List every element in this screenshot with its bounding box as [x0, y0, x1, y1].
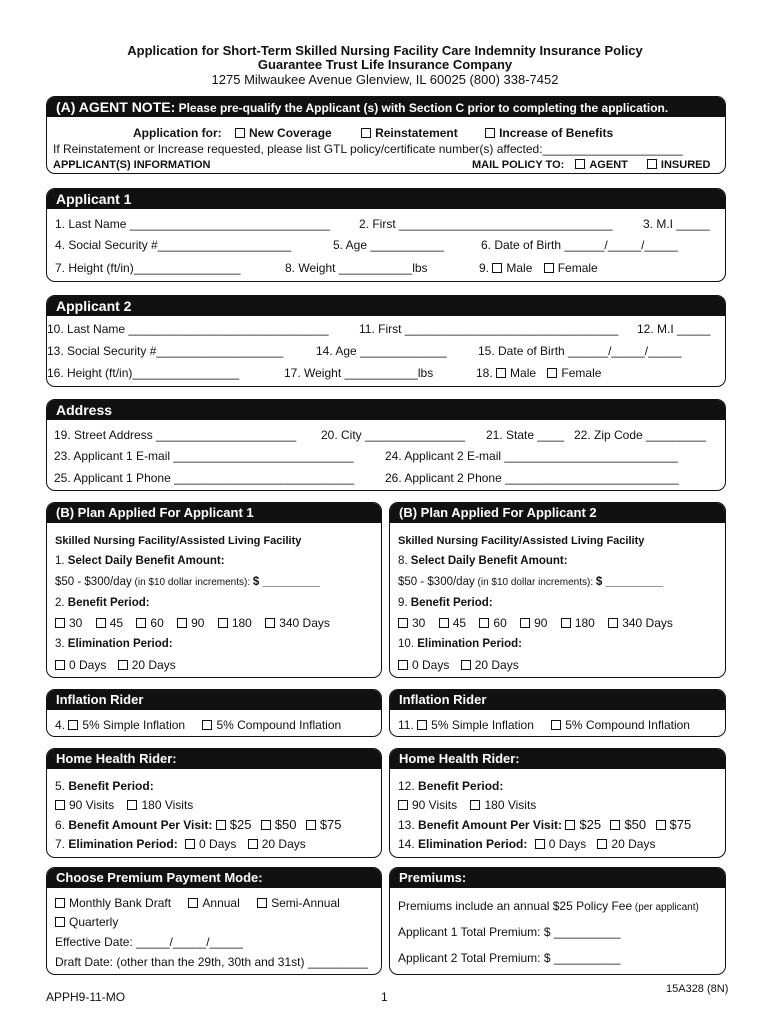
plan2-period-num: 9.	[398, 597, 408, 609]
plan1-elim-0-checkbox[interactable]	[55, 660, 65, 670]
home2-amount-25-label: $25	[579, 817, 602, 832]
plan1-period-90-checkbox[interactable]	[177, 618, 187, 628]
inflation1-header: Inflation Rider	[47, 690, 381, 710]
inflation2-compound-label: 5% Compound Inflation	[565, 718, 690, 732]
applicant1-female-label: Female	[557, 261, 598, 275]
plan1-period-60-label: 60	[150, 616, 164, 630]
home2-amount-75-label: $75	[669, 817, 692, 832]
applicant1-section	[46, 188, 726, 282]
plan1-period-30-checkbox[interactable]	[55, 618, 65, 628]
page-number: 1	[381, 990, 388, 1004]
mail-insured-checkbox[interactable]	[647, 159, 657, 169]
applicant1-first-name[interactable]: 2. First ________________________________	[359, 217, 613, 231]
home2-elim-label: Elimination Period:	[418, 837, 528, 851]
plan2-elim-0[interactable]	[398, 658, 449, 672]
home2-elim-0-checkbox[interactable]	[535, 839, 545, 849]
home2-elim-0[interactable]	[535, 837, 586, 851]
plan2-section	[389, 502, 726, 678]
plan2-elim-options	[398, 658, 519, 672]
form-code: 15A328 (8N)	[666, 983, 729, 995]
plan1-elim-20-label: 20 Days	[131, 658, 176, 672]
plan1-range: $50 - $300/day	[55, 576, 132, 588]
plan1-daily-amount[interactable]	[55, 575, 320, 590]
applicant2-mi[interactable]: 12. M.I _____	[637, 322, 711, 336]
plan2-period-45-label: 45	[452, 616, 467, 630]
home2-period-row	[398, 779, 503, 793]
plan1-daily-label: Select Daily Benefit Amount:	[67, 555, 225, 567]
inflation1-compound-checkbox[interactable]	[202, 720, 212, 730]
increase-option[interactable]	[485, 126, 613, 140]
applicant2-height[interactable]: 16. Height (ft/in)________________	[47, 366, 240, 380]
agent-note-text: Please pre-qualify the Applicant (s) with Section C prior to completing the application.	[175, 101, 669, 115]
applicant1-ssn[interactable]: 4. Social Security #____________________	[55, 238, 292, 252]
applicant2-sex-row	[476, 366, 601, 380]
applicant2-email-field[interactable]: 24. Applicant 2 E-mail __________________________	[385, 449, 678, 463]
plan2-range: $50 - $300/day	[398, 576, 475, 588]
plan1-elim-row	[55, 637, 173, 651]
plan2-dollar: $	[595, 576, 603, 588]
plan2-period-30-checkbox[interactable]	[398, 618, 408, 628]
applicant2-first-name[interactable]: 11. First ________________________________	[359, 322, 619, 336]
plan2-elim-20-label: 20 Days	[474, 658, 519, 672]
home1-amount-25[interactable]	[216, 818, 252, 832]
home1-amount-label: Benefit Amount Per Visit:	[68, 818, 213, 832]
mail-policy-label: MAIL POLICY TO:	[472, 159, 565, 171]
home2-elim-0-label: 0 Days	[548, 837, 587, 851]
annual-option[interactable]	[188, 896, 239, 910]
plan2-period-180-checkbox[interactable]	[561, 618, 571, 628]
address-header: Address	[47, 400, 725, 420]
home2-visits-options	[398, 798, 536, 812]
plan2-daily-row	[398, 554, 568, 568]
home2-elim-20-checkbox[interactable]	[597, 839, 607, 849]
home2-visits-90-checkbox[interactable]	[398, 800, 408, 810]
plan2-period-60[interactable]	[479, 616, 506, 630]
inflation2-compound-checkbox[interactable]	[551, 720, 561, 730]
home1-period-num: 5.	[55, 779, 66, 793]
form-id: APPH9-11-MO	[46, 990, 126, 1004]
plan2-elim-num: 10.	[398, 638, 414, 650]
plan1-period-60[interactable]	[136, 616, 163, 630]
home2-period-label: Benefit Period:	[418, 779, 504, 793]
applicant2-dob[interactable]: 15. Date of Birth ______/_____/_____	[478, 344, 682, 358]
inflation2-options	[398, 718, 690, 732]
applicant1-female-option[interactable]	[544, 261, 598, 275]
inflation2-compound-option[interactable]	[551, 718, 690, 732]
plan2-facility: Skilled Nursing Facility/Assisted Living Facility	[398, 535, 645, 547]
applicant1-age[interactable]: 5. Age ___________	[333, 238, 444, 252]
home1-amount-25-label: $25	[229, 817, 252, 832]
home2-amount-row	[398, 818, 691, 832]
plan1-period-row	[55, 596, 150, 610]
applicant1-male-option[interactable]	[492, 261, 532, 275]
applicant1-sex-num: 9.	[479, 261, 490, 275]
home2-period-num: 12.	[398, 779, 415, 793]
home1-visits-90-label: 90 Visits	[69, 798, 115, 812]
applicant1-male-label: Male	[506, 261, 533, 275]
plan1-period-num: 2.	[55, 597, 65, 609]
home2-amount-25[interactable]	[565, 818, 601, 832]
annual-label: Annual	[202, 896, 240, 910]
home1-amount-50-label: $50	[274, 817, 297, 832]
plan1-daily-num: 1.	[55, 555, 65, 567]
agent-note-label: (A) AGENT NOTE:	[56, 99, 176, 115]
applicant2-female-label: Female	[561, 366, 602, 380]
applicant2-weight[interactable]: 17. Weight ___________lbs	[284, 366, 434, 380]
plan1-period-90-label: 90	[191, 616, 205, 630]
plan1-elim-label: Elimination Period:	[67, 638, 173, 650]
home2-visits-180-label: 180 Visits	[484, 798, 537, 812]
draft-date-field[interactable]: Draft Date: (other than the 29th, 30th and 31st) _________	[55, 955, 368, 969]
home2-amount-50-checkbox[interactable]	[610, 820, 620, 830]
plan2-period-45-checkbox[interactable]	[439, 618, 449, 628]
mail-insured-option[interactable]	[647, 159, 711, 171]
semi-annual-label: Semi-Annual	[271, 896, 340, 910]
plan2-elim-20-checkbox[interactable]	[461, 660, 471, 670]
plan1-period-options	[55, 616, 330, 630]
home1-elim-20-checkbox[interactable]	[248, 839, 258, 849]
home2-amount-75-checkbox[interactable]	[656, 820, 666, 830]
applicant1-total-premium[interactable]: Applicant 1 Total Premium: $ __________	[398, 925, 621, 939]
inflation1-compound-label: 5% Compound Inflation	[216, 718, 342, 732]
home1-elim-0-label: 0 Days	[199, 837, 237, 851]
plan2-elim-0-checkbox[interactable]	[398, 660, 408, 670]
mail-agent-checkbox[interactable]	[575, 159, 585, 169]
plan1-header: (B) Plan Applied For Applicant 1	[47, 503, 381, 523]
home1-elim-20-label: 20 Days	[261, 837, 306, 851]
inflation2-num: 11.	[398, 718, 414, 732]
application-for-label: Application for:	[133, 126, 222, 140]
plan2-header: (B) Plan Applied For Applicant 2	[390, 503, 725, 523]
annual-checkbox[interactable]	[188, 898, 198, 908]
plan1-period-45[interactable]	[96, 616, 123, 630]
plan2-period-340-label: 340 Days	[622, 616, 673, 630]
home2-visits-180-checkbox[interactable]	[470, 800, 480, 810]
plan2-period-340[interactable]	[608, 616, 673, 630]
application-for-row	[133, 126, 613, 140]
plan2-period-90[interactable]	[520, 616, 547, 630]
semi-annual-checkbox[interactable]	[257, 898, 267, 908]
home1-elim-0[interactable]	[185, 837, 236, 851]
plan1-period-180-label: 180	[231, 616, 252, 630]
plan1-increments: (in $10 dollar increments):	[131, 577, 253, 588]
home2-visits-90-label: 90 Visits	[412, 798, 458, 812]
monthly-bank-draft-checkbox[interactable]	[55, 898, 65, 908]
plan1-elim-options	[55, 658, 176, 672]
home1-visits-options	[55, 798, 193, 812]
applicant2-male-checkbox[interactable]	[496, 368, 506, 378]
plan1-facility: Skilled Nursing Facility/Assisted Living Facility	[55, 535, 302, 547]
plan2-daily-amount[interactable]	[398, 575, 663, 590]
inflation1-simple-checkbox[interactable]	[68, 720, 78, 730]
home1-visits-180-label: 180 Visits	[141, 798, 194, 812]
plan1-elim-20-checkbox[interactable]	[118, 660, 128, 670]
inflation2-simple-checkbox[interactable]	[417, 720, 427, 730]
inflation1-simple-option[interactable]	[68, 718, 185, 732]
plan1-elim-0[interactable]	[55, 658, 106, 672]
applicant1-male-checkbox[interactable]	[492, 263, 502, 273]
plan2-daily-num: 8.	[398, 555, 408, 567]
home1-visits-90-checkbox[interactable]	[55, 800, 65, 810]
payment-mode-header: Choose Premium Payment Mode:	[47, 868, 381, 888]
street-address-field[interactable]: 19. Street Address _____________________	[54, 428, 297, 442]
applicant2-ssn[interactable]: 13. Social Security #___________________	[47, 344, 284, 358]
plan2-period-340-checkbox[interactable]	[608, 618, 618, 628]
applicant2-phone-field[interactable]: 26. Applicant 2 Phone __________________________	[385, 471, 679, 485]
plan1-amount-blank[interactable]: _________	[259, 576, 321, 588]
plan1-daily-row	[55, 554, 225, 568]
plan2-period-options	[398, 616, 673, 630]
plan1-period-180-checkbox[interactable]	[218, 618, 228, 628]
applicant2-total-premium[interactable]: Applicant 2 Total Premium: $ __________	[398, 951, 621, 965]
mail-agent-label: AGENT	[589, 159, 628, 171]
home1-elim-num: 7.	[55, 837, 66, 851]
policy-fee-text: Premiums include an annual $25 Policy Fee	[398, 899, 633, 913]
applicant1-height[interactable]: 7. Height (ft/in)________________	[55, 261, 241, 275]
plan1-elim-num: 3.	[55, 638, 65, 650]
applicant1-email-field[interactable]: 23. Applicant 1 E-mail ___________________________	[54, 449, 354, 463]
applicant1-last-name[interactable]: 1. Last Name ______________________________	[55, 217, 330, 231]
home-health2-header: Home Health Rider:	[390, 749, 725, 769]
applicant2-male-label: Male	[510, 366, 537, 380]
plan1-period-60-checkbox[interactable]	[136, 618, 146, 628]
plan2-period-90-checkbox[interactable]	[520, 618, 530, 628]
plan2-period-30-label: 30	[412, 616, 426, 630]
reinstatement-label: Reinstatement	[375, 126, 458, 140]
mail-policy-row	[472, 158, 710, 172]
home1-amount-num: 6.	[55, 818, 66, 832]
premiums-header: Premiums:	[390, 868, 725, 888]
plan1-period-45-checkbox[interactable]	[96, 618, 106, 628]
home-health1-header: Home Health Rider:	[47, 749, 381, 769]
quarterly-checkbox[interactable]	[55, 917, 65, 927]
home1-amount-75-checkbox[interactable]	[306, 820, 316, 830]
reinstatement-note[interactable]: If Reinstatement or Increase requested, please list GTL policy/certificate number(s) affected:_____________________	[53, 142, 683, 156]
home1-elim-20[interactable]	[248, 837, 306, 851]
home1-amount-50[interactable]	[261, 818, 297, 832]
state-field[interactable]: 21. State ____	[486, 428, 565, 442]
plan2-period-row	[398, 596, 493, 610]
home1-visits-180-checkbox[interactable]	[127, 800, 137, 810]
applicant1-female-checkbox[interactable]	[544, 263, 554, 273]
applicant2-last-name[interactable]: 10. Last Name ______________________________	[47, 322, 329, 336]
plan2-elim-20[interactable]	[461, 658, 519, 672]
quarterly-label: Quarterly	[69, 915, 119, 929]
plan1-elim-0-label: 0 Days	[69, 658, 107, 672]
home2-visits-180[interactable]	[470, 798, 536, 812]
applicant2-age[interactable]: 14. Age _____________	[316, 344, 447, 358]
plan2-period-180-label: 180	[574, 616, 595, 630]
new-coverage-label: New Coverage	[249, 126, 332, 140]
new-coverage-option[interactable]	[235, 126, 332, 140]
home2-elim-20[interactable]	[597, 837, 655, 851]
home1-visits-180[interactable]	[127, 798, 193, 812]
plan2-elim-row	[398, 637, 522, 651]
applicant2-female-option[interactable]	[547, 366, 601, 380]
plan2-increments: (in $10 dollar increments):	[474, 577, 596, 588]
reinstatement-option[interactable]	[361, 126, 458, 140]
reinstatement-checkbox[interactable]	[361, 128, 371, 138]
applicant2-male-option[interactable]	[496, 366, 536, 380]
applicant2-sex-num: 18.	[476, 366, 493, 380]
inflation1-simple-label: 5% Simple Inflation	[82, 718, 186, 732]
home2-elim-20-label: 20 Days	[611, 837, 656, 851]
home1-amount-50-checkbox[interactable]	[261, 820, 271, 830]
premiums-section	[389, 867, 726, 975]
applicant1-sex-row	[479, 261, 598, 275]
plan1-period-340-checkbox[interactable]	[265, 618, 275, 628]
plan1-period-30[interactable]	[55, 616, 82, 630]
home1-amount-75-label: $75	[319, 817, 342, 832]
semi-annual-option[interactable]	[257, 896, 340, 910]
home2-amount-label: Benefit Amount Per Visit:	[418, 818, 563, 832]
inflation1-section	[46, 689, 382, 737]
applicant1-header: Applicant 1	[47, 189, 725, 209]
plan1-period-180[interactable]	[218, 616, 252, 630]
payment-mode-section	[46, 867, 382, 975]
plan2-period-45[interactable]	[439, 616, 466, 630]
inflation1-compound-option[interactable]	[202, 718, 341, 732]
monthly-bank-draft-label: Monthly Bank Draft	[69, 896, 172, 910]
city-field[interactable]: 20. City _______________	[321, 428, 466, 442]
plan2-period-30[interactable]	[398, 616, 425, 630]
inflation2-simple-label: 5% Simple Inflation	[431, 718, 534, 732]
inflation2-simple-option[interactable]	[417, 718, 534, 732]
quarterly-option[interactable]	[55, 915, 118, 929]
inflation1-num: 4.	[55, 718, 66, 732]
zip-code-field[interactable]: 22. Zip Code _________	[574, 428, 707, 442]
plan1-period-30-label: 30	[69, 616, 83, 630]
applicant1-phone-field[interactable]: 25. Applicant 1 Phone ___________________________	[54, 471, 355, 485]
plan2-period-label: Benefit Period:	[410, 597, 493, 609]
applicants-info-label: APPLICANT(S) INFORMATION	[53, 159, 211, 171]
policy-fee-note	[398, 899, 699, 915]
home1-period-row	[55, 779, 154, 793]
plan1-section	[46, 502, 382, 678]
applicant2-header: Applicant 2	[47, 296, 725, 316]
plan1-elim-20[interactable]	[118, 658, 176, 672]
home2-elim-num: 14.	[398, 837, 415, 851]
home1-elim-label: Elimination Period:	[68, 837, 178, 851]
plan2-amount-blank[interactable]: _________	[602, 576, 664, 588]
applicant2-female-checkbox[interactable]	[547, 368, 557, 378]
agent-note-header	[47, 97, 725, 117]
inflation2-section	[389, 689, 726, 737]
home1-elim-row	[55, 837, 306, 851]
effective-date-field[interactable]: Effective Date: _____/_____/_____	[55, 935, 243, 949]
home1-amount-75[interactable]	[306, 818, 342, 832]
plan1-period-label: Benefit Period:	[67, 597, 150, 609]
plan1-period-90[interactable]	[177, 616, 204, 630]
home2-amount-75[interactable]	[656, 818, 692, 832]
home1-amount-25-checkbox[interactable]	[216, 820, 226, 830]
monthly-bank-draft-option[interactable]	[55, 896, 171, 910]
home2-amount-50-label: $50	[624, 817, 647, 832]
inflation2-header: Inflation Rider	[390, 690, 725, 710]
per-applicant-text: (per applicant)	[632, 902, 699, 913]
plan1-period-340-label: 340 Days	[279, 616, 330, 630]
home1-elim-0-checkbox[interactable]	[185, 839, 195, 849]
plan2-elim-label: Elimination Period:	[417, 638, 522, 650]
applicant1-weight[interactable]: 8. Weight ___________lbs	[285, 261, 428, 275]
plan2-elim-0-label: 0 Days	[412, 658, 450, 672]
home-health1-section	[46, 748, 382, 858]
increase-checkbox[interactable]	[485, 128, 495, 138]
plan2-period-60-checkbox[interactable]	[479, 618, 489, 628]
home2-amount-50[interactable]	[610, 818, 646, 832]
company-address: 1275 Milwaukee Avenue Glenview, IL 60025 (800) 338-7452	[211, 72, 559, 87]
form-title: Application for Short-Term Skilled Nursing Facility Care Indemnity Insurance Policy	[127, 43, 643, 58]
home1-amount-row	[55, 818, 342, 832]
agent-note-section	[46, 96, 726, 174]
plan2-period-60-label: 60	[493, 616, 507, 630]
home1-period-label: Benefit Period:	[68, 779, 154, 793]
new-coverage-checkbox[interactable]	[235, 128, 245, 138]
payment-mode-options	[55, 896, 340, 910]
plan1-dollar: $	[252, 576, 260, 588]
mail-insured-label: INSURED	[660, 159, 711, 171]
home-health2-section	[389, 748, 726, 858]
home2-amount-num: 13.	[398, 818, 415, 832]
home2-visits-90[interactable]	[398, 798, 457, 812]
inflation1-options	[55, 718, 341, 732]
applicant1-mi[interactable]: 3. M.I _____	[643, 217, 710, 231]
home1-visits-90[interactable]	[55, 798, 114, 812]
plan2-period-180[interactable]	[561, 616, 595, 630]
address-section	[46, 399, 726, 491]
mail-agent-option[interactable]	[575, 159, 628, 171]
home2-elim-row	[398, 837, 655, 851]
company-name: Guarantee Trust Life Insurance Company	[257, 57, 513, 72]
plan2-period-90-label: 90	[534, 616, 548, 630]
plan2-daily-label: Select Daily Benefit Amount:	[410, 555, 568, 567]
increase-label: Increase of Benefits	[499, 126, 614, 140]
plan1-period-340[interactable]	[265, 616, 330, 630]
plan1-period-45-label: 45	[109, 616, 124, 630]
home2-amount-25-checkbox[interactable]	[565, 820, 575, 830]
applicant1-dob[interactable]: 6. Date of Birth ______/_____/_____	[481, 238, 678, 252]
